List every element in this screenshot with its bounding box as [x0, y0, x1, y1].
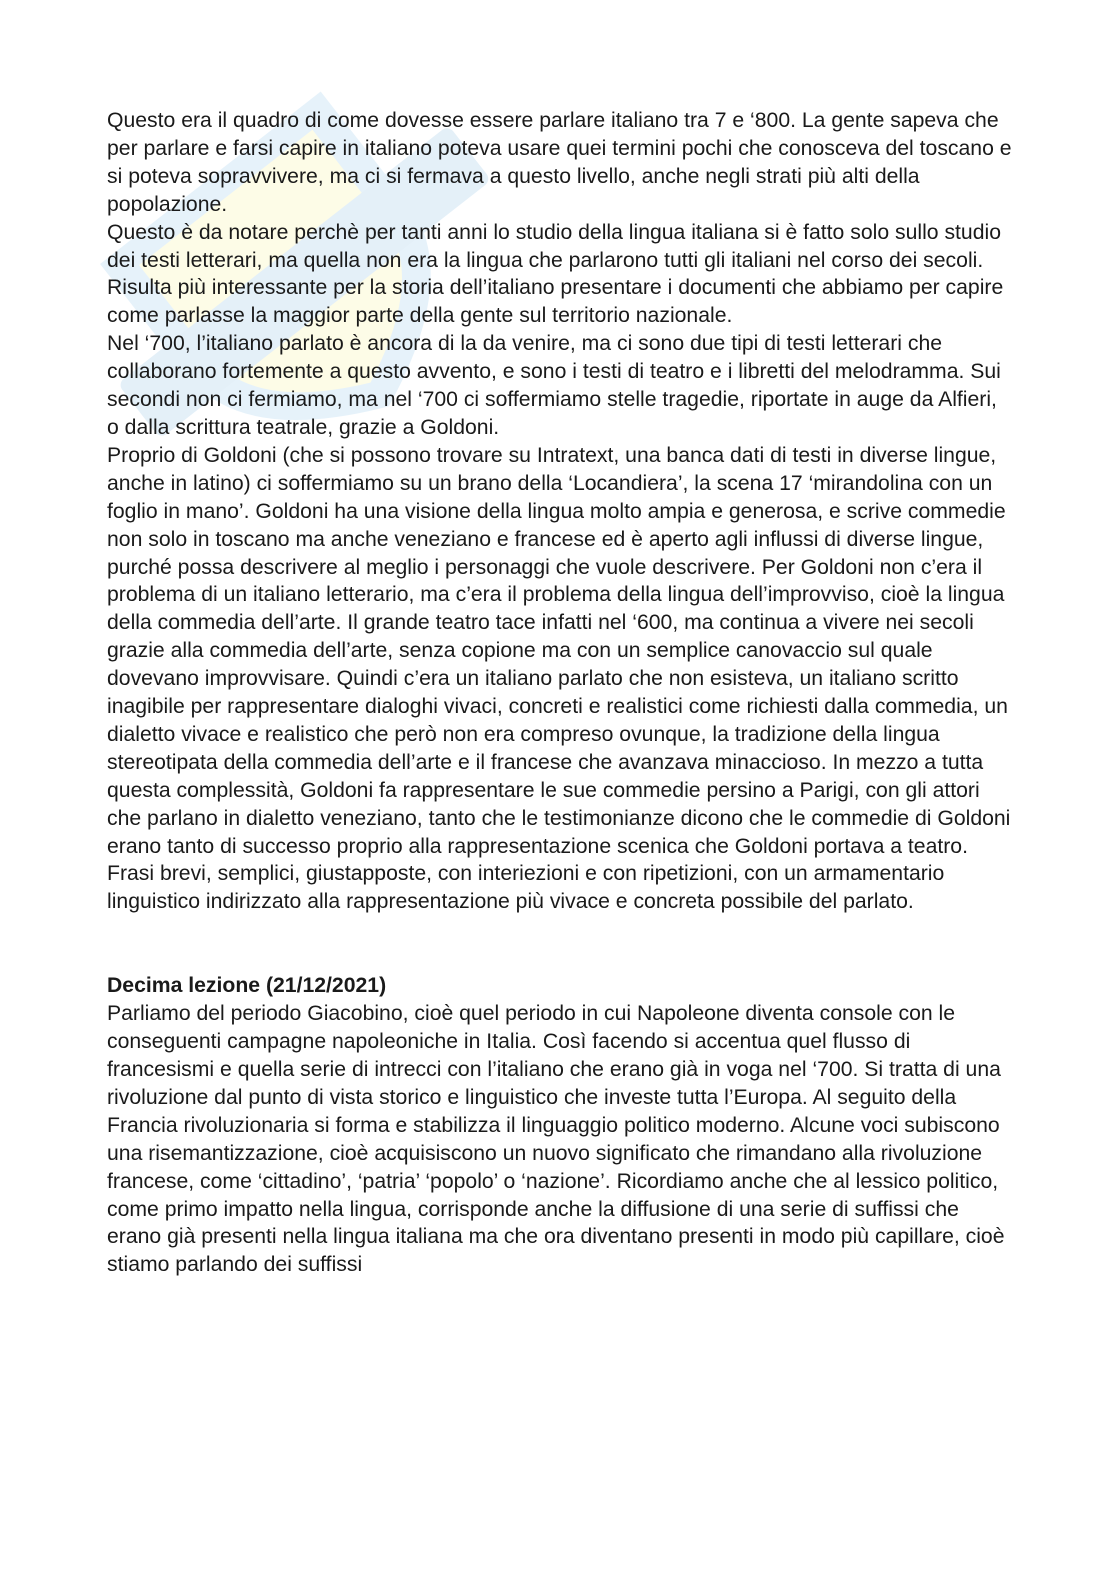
section-paragraph: Parliamo del periodo Giacobino, cioè quel periodo in cui Napoleone diventa console con le conseguenti campagne napoleoniche in Italia. Così facendo si accentua quel flusso di francesismi e quella serie di intrecci con l’italiano che erano già in voga nel ‘700. Si tratta di una rivoluzione dal punto di vista storico e linguistico che investe tutta l’Europa. Al seguito della Francia rivoluzionaria si forma e stabilizza il linguaggio politico moderno. Alcune voci subiscono una risemantizzazione, cioè acquisiscono un nuovo significato che rimandano alla rivoluzione francese, come ‘cittadino’, ‘patria’ ‘popolo’ o ‘nazione’. Ricordiamo anche che al lessico politico, come primo impatto nella lingua, corrisponde anche la diffusione di una serie di suffissi che erano già presenti nella lingua italiana ma che ora diventano presenti in modo più capillare, cioè stiamo parlando dei suffissi [107, 1002, 1005, 1277]
document-body [107, 107, 1012, 1279]
paragraph-2: Questo è da notare perchè per tanti anni lo studio della lingua italiana si è fatto solo sullo studio dei testi letterari, ma quella non era la lingua che parlarono tutti gli italiani nel corso dei secoli. Risulta più interessante per la storia dell’italiano presentare i documenti che abbiamo per capire come parlasse la maggior parte della gente sul territorio nazionale. [107, 220, 1004, 328]
section-heading: Decima lezione (21/12/2021) [107, 974, 387, 998]
paragraph-1: Questo era il quadro di come dovesse essere parlare italiano tra 7 e ‘800. La gente sapeva che per parlare e farsi capire in italiano poteva usare quei termini pochi che conosceva del toscano e si poteva sopravvivere, ma ci si fermava a questo livello, anche negli strati più alti della popolazione. [107, 109, 1012, 216]
paragraph-4: Proprio di Goldoni (che si possono trovare su Intratext, una banca dati di testi in diverse lingue, anche in latino) ci soffermiamo su un brano della ‘Locandiera’, la scena 17 ‘mirandolina con un foglio in mano’. Goldoni ha una visione della lingua molto ampia e generosa, e scrive commedie non solo in toscano ma anche veneziano e francese ed è aperto agli influssi di diverse lingue, purché possa descrivere al meglio i personaggi che vuole descrivere. Per Goldoni non c’era il problema di un italiano letterario, ma c’era il problema della lingua dell’improvviso, cioè la lingua della commedia dell’arte. Il grande teatro tace infatti nel ‘600, ma continua a vivere nei secoli grazie alla commedia dell’arte, senza copione ma con un semplice canovaccio sul quale dovevano improvvisare. Quindi c’era un italiano parlato che non esisteva, un italiano scritto inagibile per rappresentare dialoghi vivaci, concreti e realistici come richiesti dalla commedia, un dialetto vivace e realistico che però non era compreso ovunque, la tradizione della lingua stereotipata della commedia dell’arte e il francese che avanzava minaccioso. In mezzo a tutta questa complessità, Goldoni fa rappresentare le sue commedie persino a Parigi, con gli attori che parlano in dialetto veneziano, tanto che le testimonianze dicono che le commedie di Goldoni erano tanto di successo proprio alla rappresentazione scenica che Goldoni portava a teatro. Frasi brevi, semplici, giustapposte, con interiezioni e con ripetizioni, con un armamentario linguistico indirizzato alla rappresentazione più vivace e concreta possibile del parlato. [107, 443, 1011, 914]
section-spacer [107, 916, 1012, 972]
paragraph-3: Nel ‘700, l’italiano parlato è ancora di la da venire, ma ci sono due tipi di testi letterari che collaborano fortemente a questo avvento, e sono i testi di teatro e i libretti del melodramma. Sui secondi non ci fermiamo, ma nel ‘700 ci soffermiamo stelle tragedie, riportate in auge da Alfieri, o dalla scrittura teatrale, grazie a Goldoni. [107, 332, 1001, 439]
